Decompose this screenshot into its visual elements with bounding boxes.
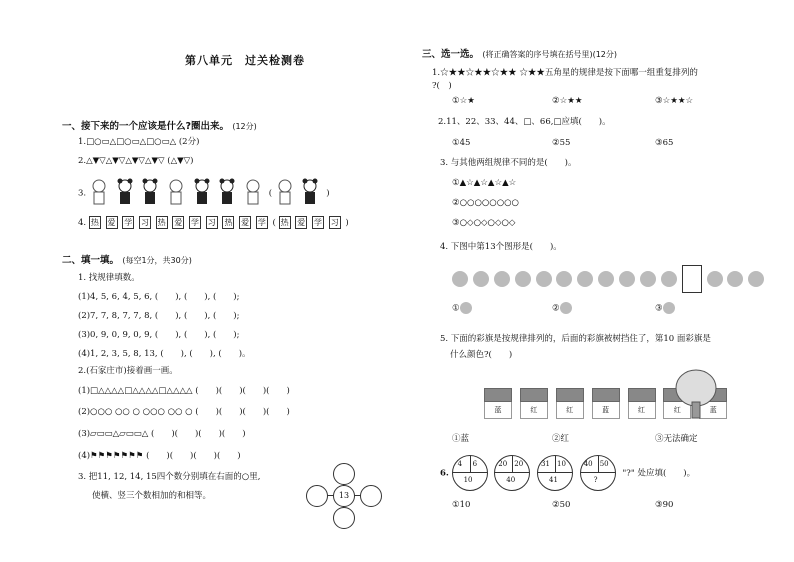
char-box: 热 bbox=[224, 218, 233, 227]
pie-b: 20 bbox=[514, 460, 524, 468]
number-pie bbox=[580, 455, 616, 491]
s3-q5-text: 5. 下面的彩旗是按规律排列的，后面的彩旗被树挡住了，第10 面彩旗是 bbox=[440, 334, 711, 344]
section-2-heading bbox=[62, 252, 192, 266]
panda-icon bbox=[140, 178, 160, 208]
s3-q5-text2: 什么颜色?( ) bbox=[450, 350, 513, 360]
panda-icon bbox=[300, 178, 320, 208]
answer-char-box: 热 bbox=[280, 218, 289, 227]
panda-icon bbox=[217, 178, 237, 208]
panda-icon bbox=[115, 178, 135, 208]
s2-q1-row: (1)4, 5, 6, 4, 5, 6, ( ), ( ), ( ); bbox=[78, 292, 240, 302]
s1-q1: 1.□○▭△□○▭△□○▭△ (2分) bbox=[78, 137, 200, 147]
flower-sequence bbox=[452, 265, 766, 293]
section-1-heading bbox=[62, 118, 257, 132]
flag-cloth bbox=[628, 388, 656, 402]
number-pie bbox=[452, 455, 488, 491]
section-3-note: (将正确答案的序号填在括号里)(12分) bbox=[482, 50, 617, 59]
flower-icon bbox=[748, 271, 764, 287]
s3-q2-opt[interactable]: ①45 bbox=[452, 138, 471, 148]
cat-icon bbox=[275, 178, 295, 208]
s2-q3-line1: 3. 把11, 12, 14, 15四个数分别填在右面的○里, bbox=[78, 472, 261, 482]
s3-q4-opt[interactable] bbox=[655, 302, 677, 314]
s3-q5-opt[interactable]: ①蓝 bbox=[452, 434, 470, 444]
section-3-heading bbox=[422, 46, 617, 60]
s3-q5-opt[interactable]: ③无法确定 bbox=[655, 434, 698, 444]
section-2-note: (每空1分，共30分) bbox=[122, 256, 192, 265]
flag-label: 蓝 bbox=[484, 402, 512, 419]
number-pie bbox=[537, 455, 573, 491]
s2-q2-row: (2)○○○ ○○ ○ ○○○ ○○ ○ ( )( )( )( ) bbox=[78, 407, 290, 417]
flower-icon bbox=[494, 271, 510, 287]
char-box: 习 bbox=[140, 218, 149, 227]
s3-q5-opt[interactable]: ②红 bbox=[552, 434, 570, 444]
pie-c: 40 bbox=[506, 476, 516, 484]
s3-q4-opt[interactable] bbox=[552, 302, 574, 314]
s1-q3-paren-close: ) bbox=[326, 188, 330, 199]
flower-icon bbox=[707, 271, 723, 287]
number-pie bbox=[494, 455, 530, 491]
s3-q4-opt-label: ③ bbox=[655, 303, 663, 314]
s3-q3-opt[interactable]: ①▲☆▲☆▲☆▲☆ bbox=[452, 178, 517, 188]
s3-q1-opt[interactable]: ②☆★★ bbox=[552, 96, 583, 106]
cat-icon bbox=[166, 178, 186, 208]
s3-q6-opt[interactable]: ②50 bbox=[552, 500, 571, 510]
s3-q3-opt[interactable]: ②○○○○○○○○ bbox=[452, 198, 519, 208]
s3-q6-opt[interactable]: ①10 bbox=[452, 500, 471, 510]
flower-icon bbox=[460, 302, 472, 314]
flower-icon bbox=[560, 302, 572, 314]
s2-q3-line2: 使横、竖三个数相加的和相等。 bbox=[92, 491, 212, 501]
char-box: 学 bbox=[191, 218, 200, 227]
s3-q3-text: 3. 与其他两组规律不同的是( )。 bbox=[440, 158, 577, 168]
flag-cloth bbox=[520, 388, 548, 402]
circle-blank[interactable] bbox=[306, 485, 328, 507]
flag bbox=[628, 388, 656, 436]
s1-q3 bbox=[78, 178, 330, 208]
char-box: 爱 bbox=[241, 218, 250, 227]
s2-q2-row: (3)▱▭▭△▱▭▭△ ( )( )( )( ) bbox=[78, 429, 246, 439]
pie-c: 41 bbox=[548, 476, 558, 484]
flower-icon bbox=[598, 271, 614, 287]
flag bbox=[520, 388, 548, 436]
s3-q1-text: 1.☆★★☆★★☆★★ ☆★★五角星的规律是按下面哪一组重复排列的 bbox=[432, 68, 698, 78]
s3-q4-opt-label: ① bbox=[452, 303, 460, 314]
panda-icon bbox=[192, 178, 212, 208]
s3-q4-opt[interactable] bbox=[452, 302, 474, 314]
pie-b: 50 bbox=[599, 460, 609, 468]
section-1-title: 一、接下来的一个应该是什么?圈出来。 bbox=[62, 121, 230, 132]
s2-q1-row: (2)7, 7, 8, 7, 7, 8, ( ), ( ), ( ); bbox=[78, 311, 240, 321]
flag-label: 红 bbox=[628, 402, 656, 419]
section-1-note: (12分) bbox=[232, 122, 257, 131]
s3-q4-opt-label: ② bbox=[552, 303, 560, 314]
answer-char-box: 爱 bbox=[297, 218, 306, 227]
pie-a: 31 bbox=[540, 460, 550, 468]
circle-blank[interactable] bbox=[360, 485, 382, 507]
flag-label: 蓝 bbox=[699, 402, 727, 419]
section-2-title: 二、填一填。 bbox=[62, 255, 120, 266]
flower-icon bbox=[556, 271, 572, 287]
circle-blank[interactable] bbox=[333, 507, 355, 529]
char-box: 爱 bbox=[107, 218, 116, 227]
char-box: 学 bbox=[257, 218, 266, 227]
flag-label: 蓝 bbox=[592, 402, 620, 419]
char-box: 爱 bbox=[174, 218, 183, 227]
s3-q1-opt[interactable]: ③☆★★☆ bbox=[655, 96, 694, 106]
s2-q1-label: 1. 找规律填数。 bbox=[78, 273, 140, 283]
flower-icon bbox=[577, 271, 593, 287]
pie-b: 6 bbox=[472, 460, 478, 468]
flower-icon bbox=[515, 271, 531, 287]
pie-c: ? bbox=[593, 476, 598, 484]
s3-q6-text: "?" 处应填( )。 bbox=[622, 468, 696, 479]
flower-icon bbox=[536, 271, 552, 287]
s2-q1-row: (3)0, 9, 0, 9, 0, 9, ( ), ( ), ( ); bbox=[78, 330, 240, 340]
s2-q2-row: (4)⚑⚑⚑⚑⚑⚑⚑ ( )( )( )( ) bbox=[78, 451, 241, 461]
s3-q3-opt[interactable]: ③○◇○◇○◇○◇ bbox=[452, 218, 516, 228]
flag bbox=[484, 388, 512, 436]
s3-q6 bbox=[440, 455, 695, 491]
flag-cloth bbox=[592, 388, 620, 402]
flag bbox=[592, 388, 620, 436]
s3-q6-opt[interactable]: ③90 bbox=[655, 500, 674, 510]
flag-cloth bbox=[556, 388, 584, 402]
page-title: 第八单元 过关检测卷 bbox=[185, 54, 305, 67]
s1-q3-paren-open: ( bbox=[268, 188, 273, 199]
s3-q4-text: 4. 下图中第13个图形是( )。 bbox=[440, 242, 562, 252]
s1-q4: 4. 热 爱 学 习 热 爱 学 习 热 爱 学 ( 热 爱 学 习 ) bbox=[78, 218, 349, 228]
flag-cloth bbox=[484, 388, 512, 402]
s1-q3-number: 3. bbox=[78, 188, 87, 199]
section-3-title: 三、选一选。 bbox=[422, 49, 480, 60]
flower-icon bbox=[663, 302, 675, 314]
cat-icon bbox=[89, 178, 109, 208]
s2-q1-row: (4)1, 2, 3, 5, 8, 13, ( ), ( ), ( )。 bbox=[78, 349, 251, 359]
flag-label: 红 bbox=[556, 402, 584, 419]
blank-box bbox=[682, 265, 702, 293]
flower-icon bbox=[473, 271, 489, 287]
flower-icon bbox=[727, 271, 743, 287]
s3-q1-opt[interactable]: ①☆★ bbox=[452, 96, 475, 106]
char-box: 热 bbox=[90, 218, 99, 227]
flower-icon bbox=[661, 271, 677, 287]
s3-q1-text2: ?( ) bbox=[432, 81, 452, 91]
pie-a: 20 bbox=[498, 460, 508, 468]
s3-q2-opt[interactable]: ③65 bbox=[655, 138, 674, 148]
s3-q6-number: 6. bbox=[440, 468, 449, 479]
pie-c: 10 bbox=[463, 476, 473, 484]
flower-icon bbox=[452, 271, 468, 287]
char-box: 学 bbox=[124, 218, 133, 227]
s1-q2: 2.△▼▽△▼▽△▼▽△▼▽ (△▼▽) bbox=[78, 156, 194, 166]
pie-a: 40 bbox=[583, 460, 593, 468]
flag bbox=[556, 388, 584, 436]
pie-b: 10 bbox=[556, 460, 566, 468]
flower-icon bbox=[619, 271, 635, 287]
panda-row bbox=[89, 189, 269, 199]
s2-q2-row: (1)□△△△△□△△△△□△△△△ ( )( )( )( ) bbox=[78, 386, 290, 396]
char-box: 热 bbox=[157, 218, 166, 227]
pie-a: 4 bbox=[457, 460, 463, 468]
s3-q2-opt[interactable]: ②55 bbox=[552, 138, 571, 148]
flag-label: 红 bbox=[663, 402, 691, 419]
answer-char-box: 学 bbox=[314, 218, 322, 227]
circle-blank[interactable] bbox=[333, 463, 355, 485]
cat-icon bbox=[243, 178, 263, 208]
flag-label: 红 bbox=[520, 402, 548, 419]
flower-icon bbox=[640, 271, 656, 287]
char-box: 习 bbox=[207, 218, 216, 227]
s1-q4-number: 4. bbox=[78, 218, 87, 228]
s2-q2-label: 2.(石家庄市)接着画一画。 bbox=[78, 366, 178, 376]
answer-char-box: 习 bbox=[330, 218, 339, 227]
circle-center: 13 bbox=[333, 485, 355, 507]
tree-icon bbox=[672, 368, 720, 420]
s3-q2-text: 2.11、22、33、44、□、66,□应填( )。 bbox=[438, 117, 611, 127]
